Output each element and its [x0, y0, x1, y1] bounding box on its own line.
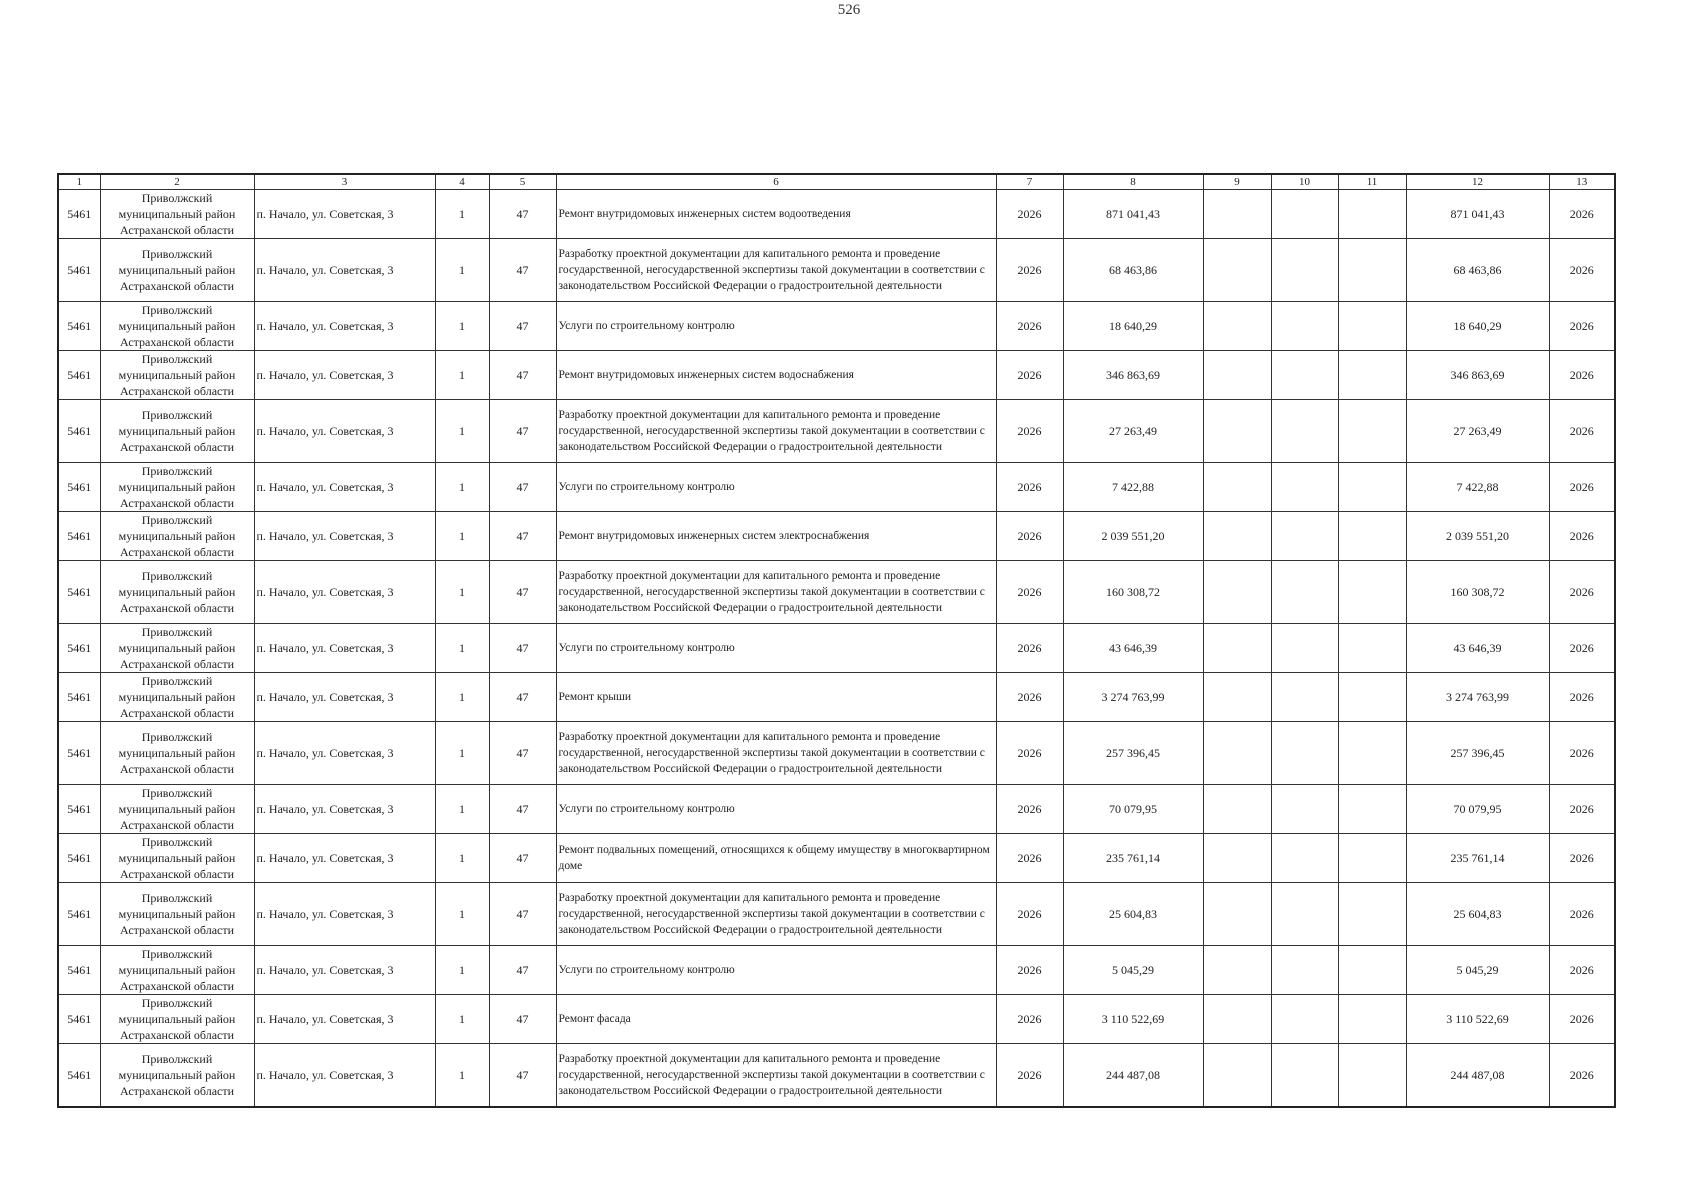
cell-id: 5461 — [58, 463, 100, 512]
cell-col12: 3 274 763,99 — [1406, 673, 1549, 722]
cell-work-type: Разработку проектной документации для капитального ремонта и проведение государственной, негосударственной экспертизы такой документации в соответствии с законодательством Российской Федерации о градостроительной деятельности — [556, 239, 996, 302]
table-row — [58, 512, 1615, 561]
cell-col9 — [1203, 883, 1271, 946]
cell-id: 5461 — [58, 302, 100, 351]
cell-id: 5461 — [58, 946, 100, 995]
column-header-4: 4 — [435, 174, 489, 190]
cell-year: 2026 — [996, 351, 1063, 400]
column-header-9: 9 — [1203, 174, 1271, 190]
table-row — [58, 1044, 1615, 1108]
cell-col12: 235 761,14 — [1406, 834, 1549, 883]
cell-col13: 2026 — [1549, 351, 1615, 400]
cell-col11 — [1338, 302, 1406, 351]
cell-municipality: Приволжский муниципальный район Астраханской области — [100, 673, 254, 722]
cell-col13: 2026 — [1549, 722, 1615, 785]
cell-col5: 47 — [489, 239, 556, 302]
cell-col5: 47 — [489, 463, 556, 512]
table-row — [58, 995, 1615, 1044]
table-body — [58, 190, 1615, 1108]
cell-address: п. Начало, ул. Советская, 3 — [254, 624, 435, 673]
cell-year: 2026 — [996, 463, 1063, 512]
cell-cost: 235 761,14 — [1063, 834, 1203, 883]
cell-work-type: Разработку проектной документации для капитального ремонта и проведение государственной, негосударственной экспертизы такой документации в соответствии с законодательством Российской Федерации о градостроительной деятельности — [556, 722, 996, 785]
cell-col9 — [1203, 834, 1271, 883]
cell-col11 — [1338, 351, 1406, 400]
cell-cost: 7 422,88 — [1063, 463, 1203, 512]
cell-cost: 25 604,83 — [1063, 883, 1203, 946]
table-row — [58, 834, 1615, 883]
cell-col13: 2026 — [1549, 834, 1615, 883]
cell-col5: 47 — [489, 351, 556, 400]
table-row — [58, 190, 1615, 239]
cell-cost: 18 640,29 — [1063, 302, 1203, 351]
cell-id: 5461 — [58, 512, 100, 561]
table-row — [58, 883, 1615, 946]
cell-cost: 244 487,08 — [1063, 1044, 1203, 1108]
cell-col4: 1 — [435, 624, 489, 673]
cell-col9 — [1203, 624, 1271, 673]
cell-address: п. Начало, ул. Советская, 3 — [254, 190, 435, 239]
column-header-12: 12 — [1406, 174, 1549, 190]
cell-col11 — [1338, 834, 1406, 883]
cell-id: 5461 — [58, 785, 100, 834]
cell-col10 — [1271, 400, 1338, 463]
table-row — [58, 624, 1615, 673]
cell-col5: 47 — [489, 1044, 556, 1108]
cell-col9 — [1203, 400, 1271, 463]
cell-col9 — [1203, 673, 1271, 722]
cell-col9 — [1203, 302, 1271, 351]
cell-col12: 160 308,72 — [1406, 561, 1549, 624]
cell-col9 — [1203, 239, 1271, 302]
cell-col12: 2 039 551,20 — [1406, 512, 1549, 561]
cell-col5: 47 — [489, 190, 556, 239]
cell-col5: 47 — [489, 624, 556, 673]
cell-address: п. Начало, ул. Советская, 3 — [254, 351, 435, 400]
cell-col10 — [1271, 190, 1338, 239]
column-header-5: 5 — [489, 174, 556, 190]
cell-col4: 1 — [435, 946, 489, 995]
cell-id: 5461 — [58, 883, 100, 946]
cell-col4: 1 — [435, 673, 489, 722]
cell-municipality: Приволжский муниципальный район Астраханской области — [100, 190, 254, 239]
table-row — [58, 239, 1615, 302]
cell-col11 — [1338, 995, 1406, 1044]
cell-year: 2026 — [996, 239, 1063, 302]
cell-col4: 1 — [435, 400, 489, 463]
cell-address: п. Начало, ул. Советская, 3 — [254, 302, 435, 351]
cell-col10 — [1271, 351, 1338, 400]
page-number: 526 — [837, 2, 861, 18]
cell-cost: 27 263,49 — [1063, 400, 1203, 463]
cell-col9 — [1203, 190, 1271, 239]
cell-col5: 47 — [489, 995, 556, 1044]
cell-col13: 2026 — [1549, 400, 1615, 463]
cell-col13: 2026 — [1549, 883, 1615, 946]
cell-col9 — [1203, 1044, 1271, 1108]
cell-cost: 2 039 551,20 — [1063, 512, 1203, 561]
cell-col5: 47 — [489, 722, 556, 785]
cell-col12: 25 604,83 — [1406, 883, 1549, 946]
cell-col12: 257 396,45 — [1406, 722, 1549, 785]
cell-year: 2026 — [996, 302, 1063, 351]
cell-col4: 1 — [435, 785, 489, 834]
cell-col11 — [1338, 512, 1406, 561]
cell-address: п. Начало, ул. Советская, 3 — [254, 561, 435, 624]
cell-municipality: Приволжский муниципальный район Астраханской области — [100, 400, 254, 463]
cell-col4: 1 — [435, 883, 489, 946]
table-row — [58, 302, 1615, 351]
cell-year: 2026 — [996, 400, 1063, 463]
cell-col4: 1 — [435, 463, 489, 512]
cell-col5: 47 — [489, 561, 556, 624]
cell-cost: 70 079,95 — [1063, 785, 1203, 834]
cell-id: 5461 — [58, 190, 100, 239]
cell-col13: 2026 — [1549, 624, 1615, 673]
table-row — [58, 722, 1615, 785]
cell-col13: 2026 — [1549, 190, 1615, 239]
cell-col10 — [1271, 946, 1338, 995]
header-row — [58, 174, 1615, 190]
cell-municipality: Приволжский муниципальный район Астраханской области — [100, 785, 254, 834]
cell-year: 2026 — [996, 512, 1063, 561]
cell-col13: 2026 — [1549, 463, 1615, 512]
cell-municipality: Приволжский муниципальный район Астраханской области — [100, 1044, 254, 1108]
cell-municipality: Приволжский муниципальный район Астраханской области — [100, 883, 254, 946]
cell-col13: 2026 — [1549, 239, 1615, 302]
cell-col10 — [1271, 624, 1338, 673]
cell-year: 2026 — [996, 673, 1063, 722]
cell-year: 2026 — [996, 883, 1063, 946]
cell-year: 2026 — [996, 785, 1063, 834]
cell-id: 5461 — [58, 239, 100, 302]
cell-address: п. Начало, ул. Советская, 3 — [254, 512, 435, 561]
column-header-2: 2 — [100, 174, 254, 190]
cell-municipality: Приволжский муниципальный район Астраханской области — [100, 995, 254, 1044]
cell-year: 2026 — [996, 722, 1063, 785]
cell-col12: 27 263,49 — [1406, 400, 1549, 463]
cell-year: 2026 — [996, 624, 1063, 673]
cell-col10 — [1271, 995, 1338, 1044]
cell-col12: 3 110 522,69 — [1406, 995, 1549, 1044]
cell-address: п. Начало, ул. Советская, 3 — [254, 883, 435, 946]
cell-col9 — [1203, 722, 1271, 785]
cell-col10 — [1271, 512, 1338, 561]
cell-col9 — [1203, 463, 1271, 512]
cell-col12: 7 422,88 — [1406, 463, 1549, 512]
cell-id: 5461 — [58, 624, 100, 673]
cell-col4: 1 — [435, 351, 489, 400]
cell-work-type: Услуги по строительному контролю — [556, 946, 996, 995]
cell-col9 — [1203, 351, 1271, 400]
table-row — [58, 673, 1615, 722]
cell-col5: 47 — [489, 400, 556, 463]
cell-municipality: Приволжский муниципальный район Астраханской области — [100, 463, 254, 512]
cell-id: 5461 — [58, 400, 100, 463]
cell-municipality: Приволжский муниципальный район Астраханской области — [100, 722, 254, 785]
cell-col5: 47 — [489, 512, 556, 561]
cell-col13: 2026 — [1549, 946, 1615, 995]
cell-col4: 1 — [435, 561, 489, 624]
column-header-6: 6 — [556, 174, 996, 190]
table-row — [58, 400, 1615, 463]
table-header — [58, 174, 1615, 190]
cell-col10 — [1271, 883, 1338, 946]
cell-year: 2026 — [996, 190, 1063, 239]
cell-col11 — [1338, 722, 1406, 785]
cell-municipality: Приволжский муниципальный район Астраханской области — [100, 302, 254, 351]
cell-col11 — [1338, 400, 1406, 463]
cell-col13: 2026 — [1549, 995, 1615, 1044]
table-row — [58, 463, 1615, 512]
cell-municipality: Приволжский муниципальный район Астраханской области — [100, 834, 254, 883]
cell-address: п. Начало, ул. Советская, 3 — [254, 946, 435, 995]
cell-col10 — [1271, 302, 1338, 351]
cell-col4: 1 — [435, 834, 489, 883]
cell-address: п. Начало, ул. Советская, 3 — [254, 995, 435, 1044]
cell-col9 — [1203, 785, 1271, 834]
cell-col12: 5 045,29 — [1406, 946, 1549, 995]
cell-municipality: Приволжский муниципальный район Астраханской области — [100, 512, 254, 561]
cell-id: 5461 — [58, 351, 100, 400]
cell-col10 — [1271, 239, 1338, 302]
cell-cost: 43 646,39 — [1063, 624, 1203, 673]
cell-col12: 244 487,08 — [1406, 1044, 1549, 1108]
cell-col11 — [1338, 624, 1406, 673]
cell-col5: 47 — [489, 834, 556, 883]
cell-col4: 1 — [435, 512, 489, 561]
cell-address: п. Начало, ул. Советская, 3 — [254, 673, 435, 722]
cell-col11 — [1338, 673, 1406, 722]
cell-municipality: Приволжский муниципальный район Астраханской области — [100, 561, 254, 624]
cell-col13: 2026 — [1549, 302, 1615, 351]
cell-col10 — [1271, 785, 1338, 834]
cell-address: п. Начало, ул. Советская, 3 — [254, 834, 435, 883]
cell-address: п. Начало, ул. Советская, 3 — [254, 1044, 435, 1108]
cell-col11 — [1338, 883, 1406, 946]
table-row — [58, 351, 1615, 400]
cell-id: 5461 — [58, 1044, 100, 1108]
cell-col12: 43 646,39 — [1406, 624, 1549, 673]
cell-work-type: Ремонт внутридомовых инженерных систем электроснабжения — [556, 512, 996, 561]
cell-col13: 2026 — [1549, 785, 1615, 834]
cell-work-type: Ремонт внутридомовых инженерных систем водоснабжения — [556, 351, 996, 400]
cell-work-type: Разработку проектной документации для капитального ремонта и проведение государственной, негосударственной экспертизы такой документации в соответствии с законодательством Российской Федерации о градостроительной деятельности — [556, 561, 996, 624]
cell-work-type: Ремонт внутридомовых инженерных систем водоотведения — [556, 190, 996, 239]
cell-work-type: Разработку проектной документации для капитального ремонта и проведение государственной, негосударственной экспертизы такой документации в соответствии с законодательством Российской Федерации о градостроительной деятельности — [556, 1044, 996, 1108]
cell-col5: 47 — [489, 883, 556, 946]
cell-municipality: Приволжский муниципальный район Астраханской области — [100, 351, 254, 400]
repair-program-table — [57, 173, 1616, 1108]
column-header-13: 13 — [1549, 174, 1615, 190]
cell-col9 — [1203, 946, 1271, 995]
cell-col4: 1 — [435, 190, 489, 239]
cell-col10 — [1271, 722, 1338, 785]
cell-col11 — [1338, 1044, 1406, 1108]
cell-id: 5461 — [58, 673, 100, 722]
cell-cost: 257 396,45 — [1063, 722, 1203, 785]
cell-col5: 47 — [489, 946, 556, 995]
cell-cost: 5 045,29 — [1063, 946, 1203, 995]
cell-municipality: Приволжский муниципальный район Астраханской области — [100, 624, 254, 673]
cell-col12: 18 640,29 — [1406, 302, 1549, 351]
cell-address: п. Начало, ул. Советская, 3 — [254, 463, 435, 512]
cell-municipality: Приволжский муниципальный район Астраханской области — [100, 946, 254, 995]
cell-year: 2026 — [996, 946, 1063, 995]
cell-col13: 2026 — [1549, 1044, 1615, 1108]
cell-col4: 1 — [435, 239, 489, 302]
cell-col10 — [1271, 561, 1338, 624]
cell-col11 — [1338, 946, 1406, 995]
table-row — [58, 785, 1615, 834]
cell-col12: 346 863,69 — [1406, 351, 1549, 400]
cell-id: 5461 — [58, 561, 100, 624]
cell-cost: 871 041,43 — [1063, 190, 1203, 239]
cell-col12: 70 079,95 — [1406, 785, 1549, 834]
cell-col4: 1 — [435, 1044, 489, 1108]
cell-col13: 2026 — [1549, 673, 1615, 722]
cell-col11 — [1338, 561, 1406, 624]
table-row — [58, 946, 1615, 995]
cell-col10 — [1271, 463, 1338, 512]
cell-col10 — [1271, 673, 1338, 722]
column-header-10: 10 — [1271, 174, 1338, 190]
column-header-8: 8 — [1063, 174, 1203, 190]
table-row — [58, 561, 1615, 624]
cell-year: 2026 — [996, 995, 1063, 1044]
cell-year: 2026 — [996, 561, 1063, 624]
cell-cost: 3 274 763,99 — [1063, 673, 1203, 722]
cell-col5: 47 — [489, 302, 556, 351]
cell-work-type: Услуги по строительному контролю — [556, 302, 996, 351]
cell-work-type: Услуги по строительному контролю — [556, 785, 996, 834]
cell-col11 — [1338, 239, 1406, 302]
cell-col4: 1 — [435, 722, 489, 785]
cell-cost: 160 308,72 — [1063, 561, 1203, 624]
cell-year: 2026 — [996, 834, 1063, 883]
cell-id: 5461 — [58, 995, 100, 1044]
cell-col9 — [1203, 561, 1271, 624]
cell-work-type: Ремонт крыши — [556, 673, 996, 722]
cell-col11 — [1338, 463, 1406, 512]
cell-col12: 68 463,86 — [1406, 239, 1549, 302]
cell-work-type: Услуги по строительному контролю — [556, 624, 996, 673]
cell-address: п. Начало, ул. Советская, 3 — [254, 722, 435, 785]
cell-work-type: Ремонт фасада — [556, 995, 996, 1044]
cell-col10 — [1271, 834, 1338, 883]
cell-col5: 47 — [489, 673, 556, 722]
cell-municipality: Приволжский муниципальный район Астраханской области — [100, 239, 254, 302]
cell-id: 5461 — [58, 834, 100, 883]
column-header-7: 7 — [996, 174, 1063, 190]
cell-col5: 47 — [489, 785, 556, 834]
cell-col9 — [1203, 995, 1271, 1044]
column-header-11: 11 — [1338, 174, 1406, 190]
cell-col13: 2026 — [1549, 561, 1615, 624]
cell-col13: 2026 — [1549, 512, 1615, 561]
cell-address: п. Начало, ул. Советская, 3 — [254, 785, 435, 834]
cell-col11 — [1338, 785, 1406, 834]
cell-id: 5461 — [58, 722, 100, 785]
cell-address: п. Начало, ул. Советская, 3 — [254, 400, 435, 463]
cell-cost: 346 863,69 — [1063, 351, 1203, 400]
cell-cost: 3 110 522,69 — [1063, 995, 1203, 1044]
cell-col4: 1 — [435, 302, 489, 351]
cell-work-type: Ремонт подвальных помещений, относящихся к общему имуществу в многоквартирном доме — [556, 834, 996, 883]
column-header-3: 3 — [254, 174, 435, 190]
cell-col10 — [1271, 1044, 1338, 1108]
cell-address: п. Начало, ул. Советская, 3 — [254, 239, 435, 302]
cell-col9 — [1203, 512, 1271, 561]
cell-year: 2026 — [996, 1044, 1063, 1108]
cell-work-type: Услуги по строительному контролю — [556, 463, 996, 512]
cell-work-type: Разработку проектной документации для капитального ремонта и проведение государственной, негосударственной экспертизы такой документации в соответствии с законодательством Российской Федерации о градостроительной деятельности — [556, 400, 996, 463]
cell-col4: 1 — [435, 995, 489, 1044]
cell-col11 — [1338, 190, 1406, 239]
cell-col12: 871 041,43 — [1406, 190, 1549, 239]
cell-cost: 68 463,86 — [1063, 239, 1203, 302]
column-header-1: 1 — [58, 174, 100, 190]
cell-work-type: Разработку проектной документации для капитального ремонта и проведение государственной, негосударственной экспертизы такой документации в соответствии с законодательством Российской Федерации о градостроительной деятельности — [556, 883, 996, 946]
